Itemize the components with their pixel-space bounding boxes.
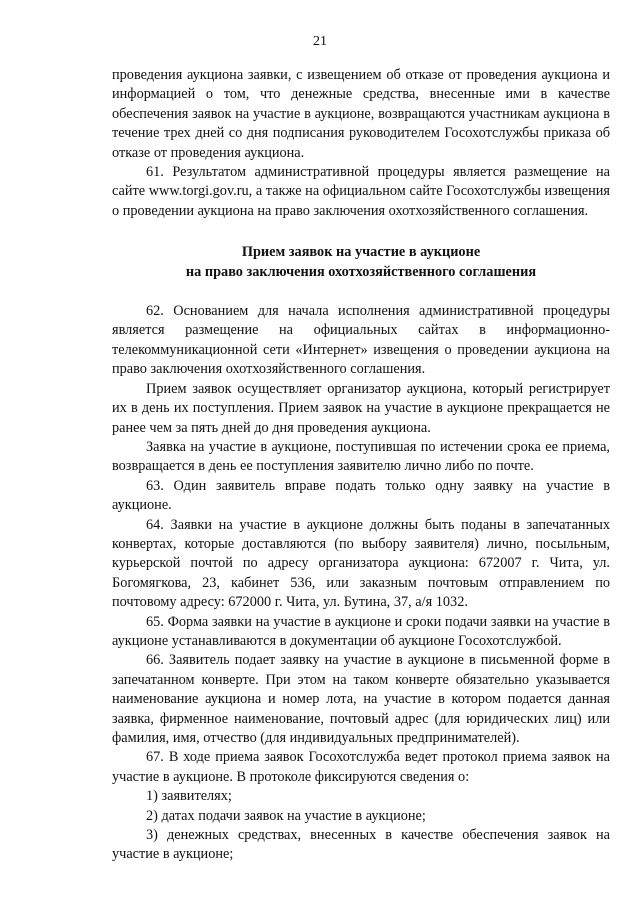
section-heading: [112, 243, 610, 282]
paragraph: 63. Один заявитель вправе подать только одну заявку на участие в аукционе.: [112, 477, 610, 514]
paragraph: 65. Форма заявки на участие в аукционе и сроки подачи заявки на участие в аукционе устанавливаются в документации об аукционе Госохотслужбой.: [112, 613, 610, 649]
paragraph: 66. Заявитель подает заявку на участие в аукционе в письменной форме в запечатанном конверте. При этом на таком конверте обязательно указывается наименование аукциона и номер лота, на участие в котором подается данная заявка, фирменное наименование, почтовый адрес (для юридических лиц) или фамилия, имя, отчество (для индивидуальных предпринимателей).: [112, 652, 610, 746]
paragraph: Заявка на участие в аукционе, поступившая по истечении срока ее приема, возвращается в день ее поступления заявителю лично либо по почте.: [112, 438, 610, 475]
paragraph: Прием заявок осуществляет организатор аукциона, который регистрирует их в день их поступления. Прием заявок на участие в аукционе прекращается не ранее чем за пять дней до дня проведения аукциона.: [112, 380, 610, 436]
list-item: 1) заявителях;: [146, 788, 232, 805]
section-heading-line: Прием заявок на участие в аукционе: [241, 244, 481, 261]
paragraph: 64. Заявки на участие в аукционе должны быть поданы в запечатанных конвертах, которые доставляются (по выбору заявителя) лично, посыльным, курьерской почтой по адресу организатора аукциона: 672007 г. Чита, ул. Богомягкова, 23, кабинет 536, или заказным почтовым отправлением по почтовому адресу: 672000 г. Чита, ул. Бутина, 37, а/я 1032.: [112, 516, 610, 611]
section-heading-line: на право заключения охотхозяйственного соглашения: [185, 263, 537, 280]
list-item: 2) датах подачи заявок на участие в аукционе;: [146, 807, 426, 824]
list-item: 3) денежных средствах, внесенных в качестве обеспечения заявок на участие в аукционе;: [112, 827, 610, 863]
paragraph: 62. Основанием для начала исполнения административной процедуры является размещение на официальных сайтах в информационно-телекоммуникационной сети «Интернет» извещения о проведении аукциона на право заключения охотхозяйственного соглашения.: [112, 303, 610, 378]
paragraph: 67. В ходе приема заявок Госохотслужба ведет протокол приема заявок на участие в аукционе. В протоколе фиксируются сведения о:: [112, 749, 610, 785]
paragraph: 61. Результатом административной процедуры является размещение на сайте www.torgi.gov.ru, а также на официальном сайте Госохотслужбы извещения о проведении аукциона на право заключения охотхозяйственного соглашения.: [112, 164, 610, 219]
paragraph: проведения аукциона заявки, с извещением об отказе от проведения аукциона и информацией о том, что денежные средства, внесенные ими в качестве обеспечения заявок на участие в аукционе, возвращаются участникам аукциона в течение трех дней со дня подписания руководителем Госохотслужбы приказа об отказе от проведения аукциона.: [112, 67, 610, 161]
document-body: [112, 66, 610, 865]
page-number: 21: [313, 34, 327, 49]
